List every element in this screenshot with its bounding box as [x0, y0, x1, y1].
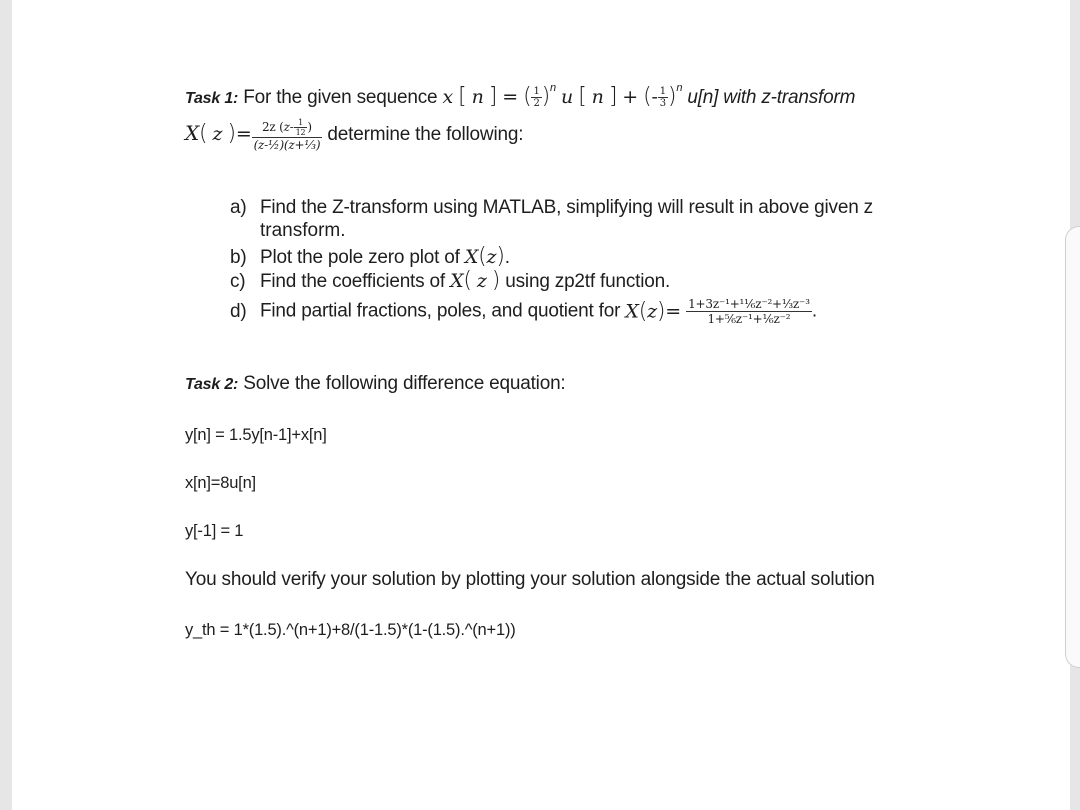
- third-fraction: $\frac{1}{3}$: [659, 86, 666, 110]
- item-a: a) Find the Z-transform using MATLAB, simplifying will result in above given z: [230, 197, 873, 218]
- item-c: c) Find the coefficients of X( z ) using zp2tf function.: [230, 268, 671, 293]
- task1-label: Task 1:: [185, 90, 239, 107]
- equation-3: y[-1] = 1: [185, 522, 244, 540]
- power-n-2: n: [676, 82, 683, 94]
- verify-text: You should verify your solution by plotting your solution alongside the actual solution: [185, 569, 875, 590]
- seq-x: x: [442, 86, 454, 108]
- task1-statement: Task 1: For the given sequence x [ n ] = ( $\frac{1}{2}$ )$^n$ u [ n ] + (- $\frac{1}{3}$ )$^n$ u[n] with z-transform: [185, 82, 856, 110]
- eq-sign: =: [502, 86, 518, 108]
- xz-X: X: [185, 121, 200, 146]
- task2-label: Task 2:: [185, 376, 239, 393]
- document-page: [12, 0, 1070, 810]
- seq-n-2: n: [591, 86, 604, 108]
- xz-z: z: [212, 123, 223, 146]
- power-n: n: [550, 82, 556, 94]
- item-d: d) Find partial fractions, poles, and quotient for X(z)= $\frac{\text{1+3z⁻¹+¹¹⁄₆z⁻²+¹⁄₃z⁻³}}{\text{1+⁵⁄₆z⁻¹+¹⁄₆z⁻²}}$ .: [230, 297, 817, 326]
- task2-intro: Solve the following difference equation:: [243, 373, 566, 394]
- plus-sign: +: [622, 86, 639, 108]
- yth-equation: y_th = 1*(1.5).^(n+1)+8/(1-1.5)*(1-(1.5).^(n+1)): [185, 621, 516, 639]
- xz-fraction: 2z (z- $\frac{1}{12}$ ) (z-½)(z+⅓): [253, 118, 321, 152]
- equation-2: x[n]=8u[n]: [185, 474, 256, 492]
- item-b: b) Plot the pole zero plot of X(z).: [230, 244, 510, 269]
- d-fraction: $\frac{\text{1+3z⁻¹+¹¹⁄₆z⁻²+¹⁄₃z⁻³}}{\text{1+⁵⁄₆z⁻¹+¹⁄₆z⁻²}}$: [688, 297, 810, 326]
- equation-1: y[n] = 1.5y[n-1]+x[n]: [185, 426, 327, 444]
- item-a-continued: transform.: [260, 220, 346, 241]
- determine-text: determine the following:: [327, 124, 524, 146]
- xz-equation: X( z )= 2z (z- $\frac{1}{12}$ ) (z-½)(z+⅓) determine the following:: [185, 118, 524, 152]
- u-symbol: u: [561, 86, 574, 108]
- task2-statement: [185, 373, 566, 395]
- task1-tail: u[n] with z-transform: [687, 87, 856, 108]
- scroll-handle[interactable]: [1065, 226, 1080, 668]
- task1-intro: For the given sequence: [243, 87, 438, 108]
- half-fraction: $\frac{1}{2}$: [533, 86, 540, 110]
- seq-n: n: [471, 86, 484, 108]
